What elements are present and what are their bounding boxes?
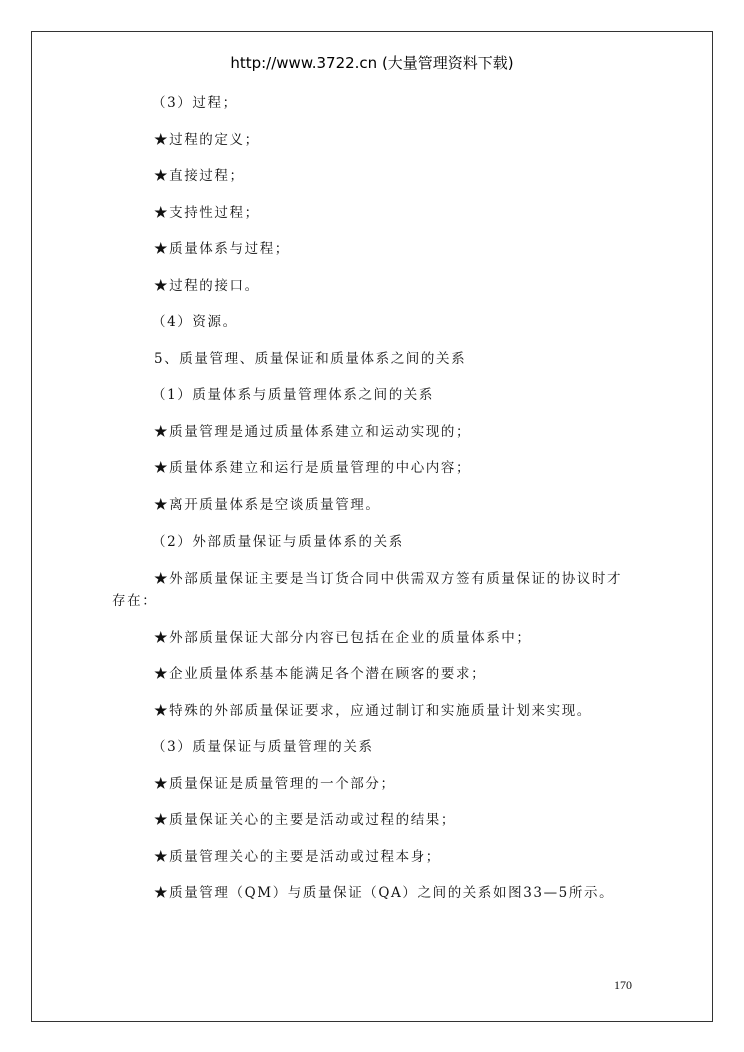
- bullet-system-core: ★质量体系建立和运行是质量管理的中心内容；: [154, 460, 472, 476]
- page-border: [31, 31, 713, 1022]
- subsection-2-heading: （2）外部质量保证与质量体系的关系: [152, 534, 404, 550]
- bullet-qa-results: ★质量保证关心的主要是活动或过程的结果；: [154, 812, 456, 828]
- bullet-system-meets-needs: ★企业质量体系基本能满足各个潜在顾客的要求；: [154, 666, 487, 682]
- bullet-special-requirements: ★特殊的外部质量保证要求，应通过制订和实施质量计划来实现。: [154, 703, 592, 719]
- subsection-3-heading: （3）质量保证与质量管理的关系: [152, 739, 374, 755]
- subsection-1-heading: （1）质量体系与质量管理体系之间的关系: [152, 387, 434, 403]
- page-header: [0, 52, 744, 73]
- header-url: http://www.3722.cn: [230, 54, 378, 72]
- item-resources: （4）资源。: [152, 314, 238, 330]
- item-process: （3）过程；: [152, 95, 238, 111]
- bullet-qa-part-of-qm: ★质量保证是质量管理的一个部分；: [154, 776, 396, 792]
- page-number: 170: [614, 978, 632, 992]
- bullet-system-and-process: ★质量体系与过程；: [154, 241, 290, 257]
- header-tagline: (大量管理资料下载): [381, 54, 514, 72]
- bullet-qm-qa-figure: ★质量管理（QM）与质量保证（QA）之间的关系如图33—5所示。: [154, 885, 615, 901]
- bullet-process-definition: ★过程的定义；: [154, 132, 260, 148]
- bullet-qm-through-system: ★质量管理是通过质量体系建立和运动实现的；: [154, 424, 472, 440]
- section-5-heading: 5、质量管理、质量保证和质量体系之间的关系: [154, 351, 467, 367]
- bullet-without-system: ★离开质量体系是空谈质量管理。: [154, 497, 381, 513]
- bullet-external-qa-included: ★外部质量保证大部分内容已包括在企业的质量体系中；: [154, 630, 532, 646]
- bullet-external-qa-line1: ★外部质量保证主要是当订货合同中供需双方签有质量保证的协议时才: [154, 571, 623, 587]
- bullet-direct-process: ★直接过程；: [154, 168, 245, 184]
- bullet-supporting-process: ★支持性过程；: [154, 205, 260, 221]
- bullet-external-qa-line2: 存在：: [112, 593, 158, 609]
- bullet-process-interface: ★过程的接口。: [154, 278, 260, 294]
- bullet-qm-process: ★质量管理关心的主要是活动或过程本身；: [154, 849, 441, 865]
